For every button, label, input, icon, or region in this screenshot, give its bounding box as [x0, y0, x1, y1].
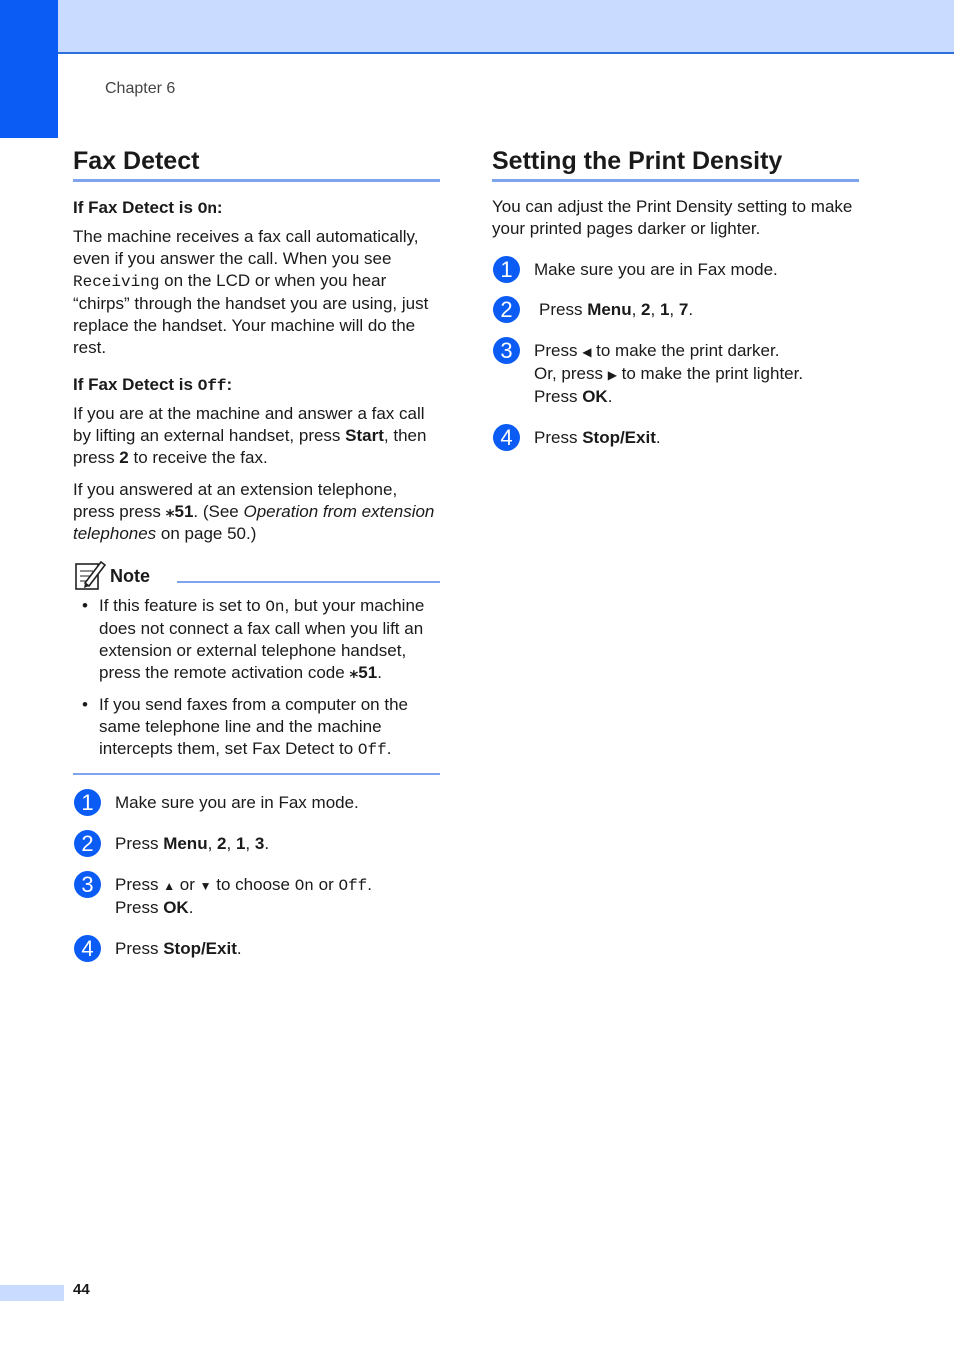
fax-detect-section: [73, 146, 440, 960]
print-density-intro: You can adjust the Print Density setting to make your printed pages darker or lighter.: [492, 197, 853, 238]
off-p1-a: If you are at the machine and answer a fax call by lifting an external handset, press: [73, 404, 425, 445]
note-1-code: On: [265, 598, 285, 616]
step-text: Press: [534, 387, 583, 406]
step-end: .: [236, 939, 242, 958]
key-menu: Menu: [163, 834, 208, 853]
right-step-4: [492, 427, 859, 449]
off-p2-c: . (See: [193, 502, 244, 521]
step-text: to make the print lighter.: [616, 364, 804, 383]
note-pencil-icon: [73, 559, 107, 591]
step-end: .: [367, 875, 373, 894]
left-step-4: [73, 938, 440, 960]
off-p2-e: on page 50.): [156, 524, 257, 543]
key-menu: Menu: [587, 300, 632, 319]
subhead-off-text: If Fax Detect is: [73, 375, 198, 394]
key-stop-exit: Stop/Exit: [163, 939, 237, 958]
key-2: 2: [119, 448, 129, 467]
step-end: .: [655, 428, 661, 447]
note-2-a: If you send faxes from a computer on the same telephone line and the machine intercepts them, set Fax Detect to: [99, 695, 408, 758]
step-number-badge: 2: [493, 296, 520, 323]
fax-detect-title: Fax Detect: [73, 146, 440, 182]
lcd-receiving: Receiving: [73, 273, 160, 291]
step-end: .: [264, 834, 270, 853]
subhead-off-code: Off: [197, 377, 227, 395]
right-step-2: [492, 299, 859, 321]
sep: ,: [245, 834, 255, 853]
chapter-tab: [0, 0, 58, 138]
on-paragraph: [73, 226, 440, 359]
note-item: [73, 694, 440, 761]
step-text: Press: [115, 939, 164, 958]
note-end-rule: [73, 773, 440, 775]
step-end: .: [188, 898, 194, 917]
chapter-label: Chapter 6: [105, 80, 176, 97]
subhead-off: [73, 375, 440, 395]
step-number-badge: 3: [493, 337, 520, 364]
step-end: .: [607, 387, 613, 406]
on-paragraph-text-2: on the LCD or when you hear “chirps” through the handset you are using, just replace the handset. Your machine will do the rest.: [73, 271, 429, 357]
key-ok: OK: [163, 898, 189, 917]
key-1: 1: [235, 834, 246, 853]
note-header: [73, 559, 440, 591]
step-text: Press: [534, 341, 583, 360]
left-step-1: [73, 792, 440, 814]
subhead-on: [73, 198, 440, 218]
note-1-code-51: ⁎51: [349, 663, 378, 682]
key-7: 7: [678, 300, 689, 319]
step-text: Press: [115, 834, 164, 853]
cross-reference: Operation from extension telephones: [73, 502, 435, 543]
right-step-1: [492, 259, 859, 281]
subhead-on-code: On: [197, 200, 217, 218]
note-list: [73, 595, 440, 761]
step-number-badge: 4: [74, 935, 101, 962]
step-text: Press: [534, 428, 583, 447]
step-number-badge: 1: [493, 256, 520, 283]
right-arrow-icon: ▶: [607, 368, 617, 382]
step-number-badge: 1: [74, 789, 101, 816]
step-text: Press: [539, 300, 588, 319]
step-text: to choose: [211, 875, 295, 894]
note-1-a: If this feature is set to: [99, 596, 266, 615]
sep: ,: [650, 300, 660, 319]
step-text: Press: [115, 875, 164, 894]
key-2: 2: [217, 834, 227, 853]
key-2: 2: [641, 300, 651, 319]
sep: ,: [631, 300, 642, 319]
code-51: ⁎51: [165, 502, 194, 521]
down-arrow-icon: ▼: [199, 879, 212, 893]
page-number: 44: [73, 1281, 90, 1298]
key-ok: OK: [582, 387, 608, 406]
off-p1-c: , then press: [73, 426, 427, 467]
left-step-3: [73, 874, 440, 919]
off-paragraph-1: [73, 403, 440, 469]
right-step-3: [492, 340, 859, 408]
option-on: On: [294, 877, 314, 895]
sep: ,: [226, 834, 236, 853]
note-rule: [177, 581, 440, 583]
key-stop-exit: Stop/Exit: [582, 428, 656, 447]
note-2-b: .: [386, 739, 392, 758]
on-paragraph-text-1: The machine receives a fax call automatically, even if you answer the call. When you see: [73, 227, 419, 268]
step-number-badge: 3: [74, 871, 101, 898]
note-item: [73, 595, 440, 684]
key-3: 3: [254, 834, 265, 853]
print-density-section: [492, 146, 859, 449]
step-number-badge: 2: [74, 830, 101, 857]
up-arrow-icon: ▲: [163, 879, 176, 893]
step-text: Or, press: [534, 364, 608, 383]
option-off: Off: [338, 877, 368, 895]
step-text: to make the print darker.: [591, 341, 780, 360]
subhead-on-text: If Fax Detect is: [73, 198, 198, 217]
step-text: Press: [115, 898, 164, 917]
footer-band: [0, 1285, 64, 1301]
note-bullet: •: [82, 596, 88, 615]
off-paragraph-2: [73, 479, 440, 545]
note-label: Note: [110, 566, 150, 586]
note-2-code: Off: [357, 741, 387, 759]
step-end: .: [688, 300, 694, 319]
subhead-off-colon: :: [226, 375, 233, 394]
key-start: Start: [345, 426, 384, 445]
note-bullet: •: [82, 695, 88, 714]
header-band: [0, 0, 954, 54]
step-or: or: [313, 875, 339, 894]
off-p2-a: If you answered at an extension telephone, press press: [73, 480, 398, 521]
step-or: or: [175, 875, 200, 894]
note-1-b: , but your machine does not connect a fax call when you lift an extension or external telephone handset, press the remote activation code: [99, 596, 425, 682]
print-density-title: Setting the Print Density: [492, 146, 859, 182]
subhead-on-colon: :: [216, 198, 223, 217]
step-text: Make sure you are in Fax mode.: [115, 793, 359, 812]
note-1-c: .: [377, 663, 382, 682]
sep: ,: [207, 834, 218, 853]
step-number-badge: 4: [493, 424, 520, 451]
sep: ,: [669, 300, 679, 319]
left-arrow-icon: ◀: [582, 345, 592, 359]
step-text: Make sure you are in Fax mode.: [534, 260, 778, 279]
left-step-2: [73, 833, 440, 855]
off-p1-e: to receive the fax.: [128, 448, 268, 467]
key-1: 1: [659, 300, 670, 319]
